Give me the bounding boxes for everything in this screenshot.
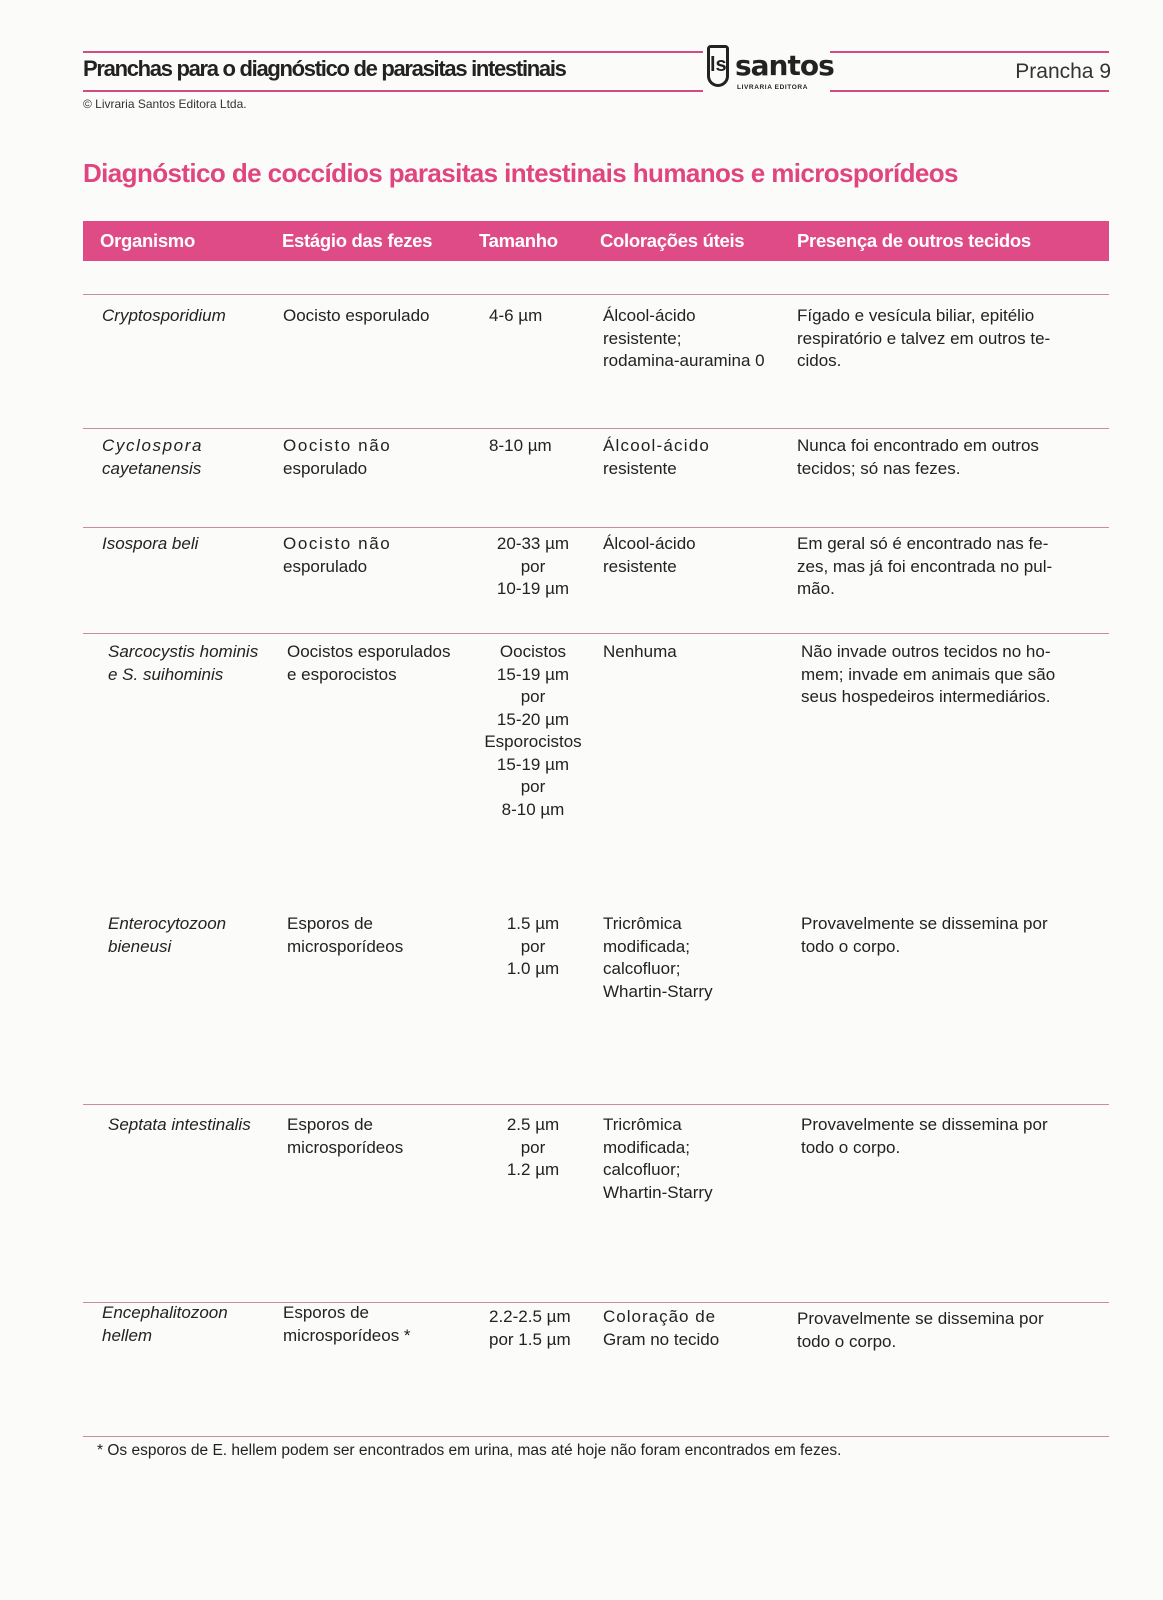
publisher-logo xyxy=(707,45,834,95)
table-row-sarcocystis-tissues xyxy=(801,641,1055,709)
table-row-septata-organism xyxy=(108,1114,251,1137)
row-divider xyxy=(83,1104,1109,1105)
cell-line: 15-20 µm xyxy=(496,709,570,729)
table-row-enterocytozoon-organism xyxy=(108,913,226,958)
cell-line: mão. xyxy=(797,579,835,598)
cell-line: 10-19 µm xyxy=(496,579,570,598)
cell-line: Esporocistos xyxy=(484,732,582,751)
cell-line: 8-10 µm xyxy=(501,799,565,819)
table-row-septata-tissues xyxy=(801,1114,1048,1159)
cell-line: Álcool-ácido xyxy=(603,534,696,553)
table-row-enterocytozoon-stage xyxy=(287,913,403,958)
row-divider xyxy=(83,294,1109,295)
cell-line: e esporocistos xyxy=(287,664,397,684)
table-row-encephalitozoon-size xyxy=(489,1306,571,1351)
cell-line: Fígado e vesícula biliar, epitélio xyxy=(797,306,1035,325)
cell-line: Oocisto não xyxy=(283,534,392,553)
cell-line: Gram no tecido xyxy=(603,1329,720,1349)
column-header-size: Tamanho xyxy=(479,230,558,251)
cell-line: bieneusi xyxy=(108,936,172,956)
cell-line: zes, mas já foi encontrada no pul- xyxy=(797,556,1053,576)
cell-line: Cryptosporidium xyxy=(102,306,226,325)
cell-line: 20-33 µm xyxy=(496,534,570,553)
header-rule-bottom-left xyxy=(83,90,703,92)
table-row-cryptosporidium-size xyxy=(489,305,542,328)
cell-line: por 1.5 µm xyxy=(489,1329,571,1349)
cell-line: Oocisto não xyxy=(283,436,392,455)
cell-line: Provavelmente se dissemina por xyxy=(801,1115,1048,1134)
table-row-cryptosporidium-tissues xyxy=(797,305,1050,373)
cell-line: Oocisto esporulado xyxy=(283,306,430,325)
copyright-notice: © Livraria Santos Editora Ltda. xyxy=(83,97,247,111)
series-title: Pranchas para o diagnóstico de parasitas intestinais xyxy=(83,56,566,81)
row-divider xyxy=(83,1302,1109,1303)
cell-line: 1.5 µm xyxy=(506,914,560,933)
logo-name: santos xyxy=(735,49,834,82)
cell-line: Esporos de xyxy=(287,914,373,933)
cell-line: por xyxy=(520,777,546,796)
cell-line: calcofluor; xyxy=(603,1160,681,1179)
cell-line: Isospora beli xyxy=(102,534,199,553)
cell-line: todo o corpo. xyxy=(801,936,901,956)
cell-line: por xyxy=(520,936,546,956)
table-row-cyclospora-tissues xyxy=(797,435,1039,480)
table-row-sarcocystis-stains xyxy=(603,641,677,664)
column-header-stage: Estágio das fezes xyxy=(282,230,433,251)
table-row-isospora-stage xyxy=(283,533,391,578)
cell-line: seus hospedeiros intermediários. xyxy=(801,687,1051,706)
column-header-organism: Organismo xyxy=(100,230,195,251)
table-row-sarcocystis-organism xyxy=(108,641,258,686)
table-row-sarcocystis-size xyxy=(478,641,588,821)
cell-line: 4-6 µm xyxy=(489,306,543,325)
cell-line: Álcool-ácido xyxy=(603,436,711,455)
cell-line: por xyxy=(520,1137,546,1157)
cell-line: Tricrômica xyxy=(603,1115,682,1134)
header-rule-top-right xyxy=(830,51,1109,53)
table-row-septata-stains xyxy=(603,1114,713,1204)
table-row-cyclospora-stage xyxy=(283,435,391,480)
logo-mark-icon: ls xyxy=(707,45,729,87)
cell-line: 2.5 µm xyxy=(506,1115,560,1134)
cell-line: e S. suihominis xyxy=(108,664,224,684)
cell-line: 2.2-2.5 µm xyxy=(489,1307,571,1326)
table-row-encephalitozoon-stains xyxy=(603,1306,719,1351)
cell-line: Coloração de xyxy=(603,1307,717,1326)
column-header-stains: Colorações úteis xyxy=(600,230,745,251)
table-row-sarcocystis-stage xyxy=(287,641,450,686)
cell-line: resistente xyxy=(603,556,677,576)
cell-line: Whartin-Starry xyxy=(603,1182,713,1202)
cell-line: mem; invade em animais que são xyxy=(801,664,1056,684)
cell-line: 1.2 µm xyxy=(506,1160,560,1179)
cell-line: cayetanensis xyxy=(102,458,202,478)
cell-line: calcofluor; xyxy=(603,959,681,978)
cell-line: hellem xyxy=(102,1325,153,1345)
table-header xyxy=(83,221,1109,261)
cell-line: Provavelmente se dissemina por xyxy=(797,1309,1044,1328)
table-row-septata-stage xyxy=(287,1114,403,1159)
cell-line: Septata intestinalis xyxy=(108,1115,251,1134)
table-row-cryptosporidium-organism xyxy=(102,305,226,328)
row-divider xyxy=(83,633,1109,634)
table-row-cryptosporidium-stains xyxy=(603,305,765,373)
cell-line: resistente; xyxy=(603,328,682,348)
cell-line: esporulado xyxy=(283,458,368,478)
cell-line: Provavelmente se dissemina por xyxy=(801,914,1048,933)
cell-line: Tricrômica xyxy=(603,914,682,933)
cell-line: Encephalitozoon xyxy=(102,1303,228,1322)
cell-line: Em geral só é encontrado nas fe- xyxy=(797,534,1049,553)
cell-line: Nunca foi encontrado em outros xyxy=(797,436,1039,455)
cell-line: microsporídeos * xyxy=(283,1325,411,1345)
cell-line: todo o corpo. xyxy=(797,1331,897,1351)
cell-line: rodamina-auramina 0 xyxy=(603,351,765,370)
cell-line: por xyxy=(520,556,546,576)
column-header-tissues: Presença de outros tecidos xyxy=(797,230,1031,251)
cell-line: resistente xyxy=(603,458,677,478)
cell-line: respiratório e talvez em outros te- xyxy=(797,328,1051,348)
row-divider xyxy=(83,428,1109,429)
footnote: * Os esporos de E. hellem podem ser encontrados em urina, mas até hoje não foram encontrados em fezes. xyxy=(97,1442,842,1459)
row-divider xyxy=(83,1436,1109,1437)
cell-line: Álcool-ácido xyxy=(603,306,696,325)
cell-line: 15-19 µm xyxy=(496,754,570,774)
table-row-isospora-size xyxy=(478,533,588,601)
cell-line: Oocistos esporulados xyxy=(287,642,451,661)
cell-line: Whartin-Starry xyxy=(603,981,713,1001)
cell-line: Esporos de xyxy=(283,1303,369,1322)
cell-line: esporulado xyxy=(283,556,368,576)
table-row-encephalitozoon-stage xyxy=(283,1302,411,1347)
table-row-isospora-tissues xyxy=(797,533,1052,601)
cell-line: Não invade outros tecidos no ho- xyxy=(801,642,1051,661)
table-row-enterocytozoon-tissues xyxy=(801,913,1048,958)
table-row-enterocytozoon-size xyxy=(478,913,588,981)
cell-line: microsporídeos xyxy=(287,1137,404,1157)
cell-line: 1.0 µm xyxy=(506,959,560,978)
table-row-cyclospora-size xyxy=(489,435,552,458)
table-row-encephalitozoon-organism xyxy=(102,1302,228,1347)
row-divider xyxy=(83,527,1109,528)
table-row-isospora-stains xyxy=(603,533,696,578)
table-row-encephalitozoon-tissues xyxy=(797,1308,1044,1353)
table-row-cyclospora-organism xyxy=(102,435,203,480)
cell-line: Enterocytozoon xyxy=(108,914,227,933)
cell-line: Esporos de xyxy=(287,1115,373,1134)
header-rule-bottom-right xyxy=(830,90,1109,92)
page-title: Diagnóstico de coccídios parasitas intestinais humanos e microsporídeos xyxy=(83,158,958,188)
logo-subtitle: LIVRARIA EDITORA xyxy=(737,84,808,91)
cell-line: Cyclospora xyxy=(102,436,204,455)
cell-line: todo o corpo. xyxy=(801,1137,901,1157)
cell-line: modificada; xyxy=(603,1137,690,1157)
cell-line: 15-19 µm xyxy=(496,664,570,684)
table-row-cryptosporidium-stage xyxy=(283,305,429,328)
header-rule-top-left xyxy=(83,51,703,53)
table-row-isospora-organism xyxy=(102,533,198,556)
cell-line: Oocistos xyxy=(499,642,567,661)
cell-line: 8-10 µm xyxy=(489,436,552,455)
cell-line: microsporídeos xyxy=(287,936,404,956)
table-row-enterocytozoon-stains xyxy=(603,913,713,1003)
cell-line: Sarcocystis hominis xyxy=(108,642,259,661)
table-row-septata-size xyxy=(478,1114,588,1182)
cell-line: cidos. xyxy=(797,351,842,370)
plate-number: Prancha 9 xyxy=(1015,60,1111,83)
cell-line: Nenhuma xyxy=(603,642,677,661)
table-row-cyclospora-stains xyxy=(603,435,710,480)
cell-line: modificada; xyxy=(603,936,690,956)
cell-line: tecidos; só nas fezes. xyxy=(797,458,961,478)
cell-line: por xyxy=(520,687,546,706)
